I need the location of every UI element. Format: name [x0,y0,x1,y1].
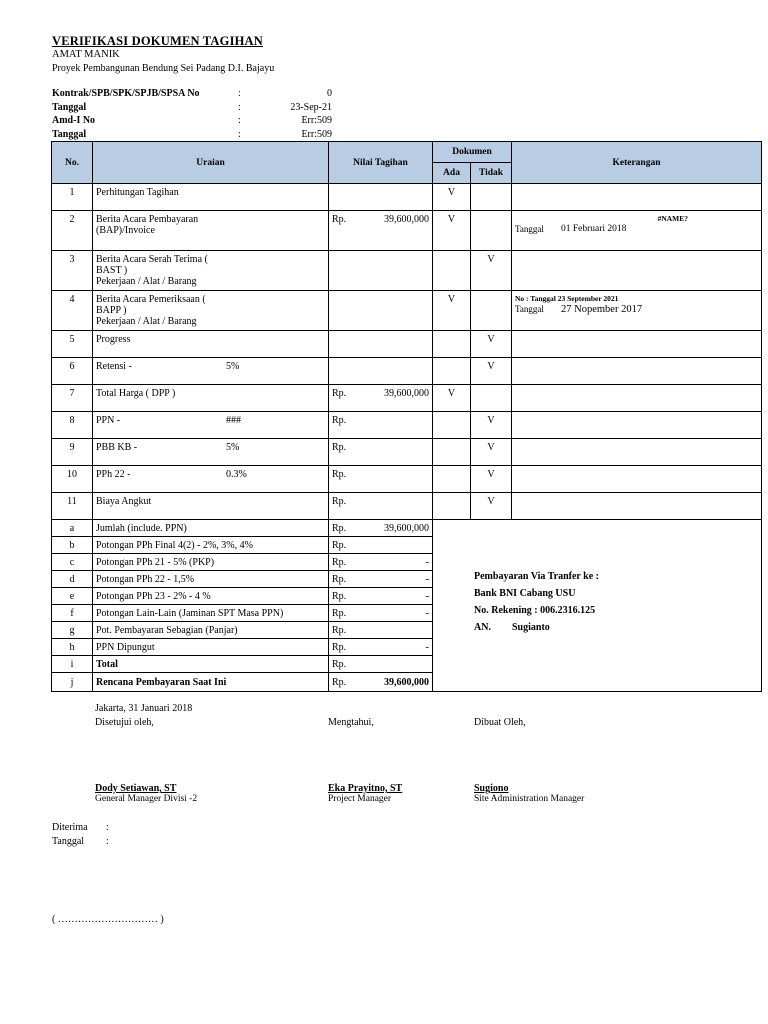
info-value: 0 [327,88,332,99]
row-label: Berita Acara Pemeriksaan ( BAPP ) [96,294,206,316]
summary-letter-text: g [69,624,75,636]
signer-1 [95,783,197,804]
row-amount [329,184,433,211]
signature-blank: ( ………………………… ) [52,914,164,925]
row-keterangan [512,184,762,211]
row-description [93,331,329,358]
row-percent: 5% [226,361,240,372]
ket-date: 01 Februari 2018 [561,224,627,234]
summary-amount-cell [329,520,433,537]
row-keterangan [512,251,762,291]
row-number-text: 4 [69,294,75,305]
row-description [93,211,329,251]
header-uraian: Uraian [93,142,329,184]
ada-mark: V [447,214,456,225]
info-label: Kontrak/SPB/SPK/SPJB/SPSA No [52,88,200,99]
payment-bank: Bank BNI Cabang USU [474,588,576,599]
summary-letter-text: j [70,676,74,688]
row-number [52,358,93,385]
row-tidak [471,466,512,493]
summary-letter [52,520,93,537]
row-label: Perhitungan Tagihan [96,187,179,198]
tidak-mark: V [487,415,495,426]
summary-label-cell [93,588,329,605]
row-amount [329,385,433,412]
summary-letter [52,622,93,639]
info-colon: : [238,101,241,113]
row-tidak [471,211,512,251]
table-row [52,184,762,211]
summary-rp: Rp. [332,556,347,568]
table-row [52,385,762,412]
row-percent: ### [226,415,241,426]
row-sublabel: Pekerjaan / Alat / Barang [96,316,197,327]
row-description [93,385,329,412]
summary-amount-cell [329,605,433,622]
table-row [52,466,762,493]
table-row [52,291,762,331]
summary-letter [52,673,93,692]
ket-line1: #NAME? [657,214,688,223]
info-label: Tanggal [52,101,87,113]
info-colon: : [238,88,241,99]
row-number [52,184,93,211]
row-number [52,331,93,358]
row-keterangan [512,493,762,520]
row-number-text: 5 [69,334,75,345]
ket-date-label: Tanggal [515,304,544,314]
page-title: VERIFIKASI DOKUMEN TAGIHAN [52,34,264,48]
info-row [52,114,332,128]
info-row [52,101,332,115]
signer-1-name: Dody Setiawan, ST [95,783,177,794]
row-tidak [471,385,512,412]
payment-account: No. Rekening : 006.2316.125 [474,605,596,616]
table-row [52,439,762,466]
payment-line1: Pembayaran Via Tranfer ke : [474,571,599,582]
row-rp: Rp. [332,415,347,426]
row-keterangan [512,385,762,412]
row-ada [433,385,471,412]
summary-letter-text: c [69,556,75,568]
summary-amount-cell [329,673,433,692]
summary-rows [52,520,762,692]
row-amount [329,358,433,385]
payment-an-name: Sugianto [512,622,550,633]
summary-label: Potongan PPh Final 4(2) - 2%, 3%, 4% [96,539,253,551]
row-amount [329,412,433,439]
row-ada [433,358,471,385]
row-rp: Rp. [332,496,347,507]
summary-amount-cell [329,554,433,571]
summary-value: - [425,641,429,653]
verification-table [51,141,762,692]
table-row [52,211,762,251]
summary-label-cell [93,537,329,554]
row-label: Biaya Angkut [96,496,152,507]
summary-amount-cell [329,622,433,639]
row-ada [433,466,471,493]
ada-mark: V [447,294,456,305]
row-number [52,291,93,331]
summary-label: Pot. Pembayaran Sebagian (Panjar) [96,624,238,636]
summary-letter [52,639,93,656]
tidak-mark: V [487,254,495,265]
row-label: PPN - [96,415,121,426]
summary-label: Potongan PPh 22 - 1,5% [96,573,195,585]
row-tidak [471,358,512,385]
row-description [93,291,329,331]
summary-letter [52,605,93,622]
row-sublabel: Pekerjaan / Alat / Barang [96,276,197,287]
summary-value: - [425,607,429,619]
summary-label: Potongan PPh 23 - 2% - 4 % [96,590,211,602]
row-amount [329,251,433,291]
summary-label-cell [93,639,329,656]
row-keterangan [512,439,762,466]
received-label: Diterima [52,822,88,833]
header-nilai: Nilai Tagihan [329,142,433,184]
row-number-text: 8 [69,415,75,426]
table-row [52,331,762,358]
row-number [52,251,93,291]
payment-info [474,568,599,636]
table-row [52,251,762,291]
summary-rp: Rp. [332,539,347,551]
summary-label: Potongan PPh 21 - 5% (PKP) [96,556,215,568]
summary-letter [52,554,93,571]
row-number [52,466,93,493]
summary-amount-cell [329,571,433,588]
row-keterangan [512,466,762,493]
row-number [52,493,93,520]
row-amount [329,493,433,520]
row-amount [329,291,433,331]
row-amount [329,466,433,493]
row-ada [433,291,471,331]
summary-value: - [425,573,429,585]
summary-label: Potongan Lain-Lain (Jaminan SPT Masa PPN) [96,607,284,619]
summary-value: - [425,556,429,568]
info-value: Err:509 [301,128,332,140]
summary-letter-text: e [69,590,75,602]
summary-letter-text: f [70,607,74,619]
summary-amount-cell [329,537,433,554]
signer-1-role: General Manager Divisi -2 [95,794,198,804]
row-amount [329,439,433,466]
row-number [52,385,93,412]
summary-rp: Rp. [332,676,347,688]
summary-letter [52,588,93,605]
row-rp: Rp. [332,388,347,399]
ket-date-label: Tanggal [515,224,544,234]
row-percent: 0.3% [226,469,247,480]
row-ada [433,211,471,251]
contract-info [52,87,332,141]
tidak-mark: V [487,442,495,453]
row-ada [433,493,471,520]
summary-label-cell [93,520,329,537]
table-row [52,493,762,520]
summary-label-cell [93,554,329,571]
summary-row [52,520,762,537]
row-label: Berita Acara Serah Terima ( BAST ) [96,254,208,276]
table-row [52,412,762,439]
row-ada [433,251,471,291]
summary-rp: Rp. [332,573,347,585]
approved-label: Disetujui oleh, [95,717,154,728]
summary-label-cell [93,673,329,692]
row-value: 39,600,000 [384,388,429,399]
summary-letter-text: h [69,641,75,653]
info-label: Amd-I No [52,115,96,126]
summary-rp: Rp. [332,641,347,653]
summary-rp: Rp. [332,590,347,602]
row-tidak [471,493,512,520]
row-amount [329,331,433,358]
row-number-text: 6 [69,361,75,372]
table-row [52,358,762,385]
signer-2-name: Eka Prayitno, ST [328,783,403,794]
row-number [52,211,93,251]
document-rows [52,184,762,520]
row-percent: 5% [226,442,240,453]
summary-label-cell [93,605,329,622]
header-tidak: Tidak [471,163,512,184]
summary-amount-cell [329,588,433,605]
header-ada: Ada [433,163,471,184]
place-date: Jakarta, 31 Januari 2018 [95,703,193,714]
row-label: Total Harga ( DPP ) [96,388,176,399]
row-number-text: 9 [69,442,75,453]
summary-rp: Rp. [332,607,347,619]
summary-letter-text: b [69,539,75,551]
row-label: Berita Acara Pembayaran (BAP)/Invoice [96,214,199,236]
row-rp: Rp. [332,469,347,480]
row-keterangan [512,358,762,385]
summary-label-cell [93,622,329,639]
row-amount [329,211,433,251]
ada-mark: V [447,187,456,198]
signer-3-name: Sugiono [474,783,509,794]
row-number-text: 1 [69,187,75,198]
row-keterangan [512,211,762,251]
header-no: No. [52,142,93,184]
row-tidak [471,184,512,211]
summary-rp: Rp. [332,522,347,534]
row-value: 39,600,000 [384,214,429,225]
row-tidak [471,439,512,466]
row-tidak [471,251,512,291]
summary-letter [52,656,93,673]
row-description [93,358,329,385]
header-keterangan: Keterangan [512,142,762,184]
summary-label: Jumlah (include. PPN) [96,522,187,534]
signer-3-role: Site Administration Manager [474,794,585,804]
row-ada [433,412,471,439]
row-rp: Rp. [332,214,347,225]
summary-amount-cell [329,656,433,673]
row-description [93,251,329,291]
signer-2 [328,783,402,804]
row-number-text: 3 [69,254,75,265]
info-colon: : [238,128,241,140]
ket-date: 27 Nopember 2017 [561,304,643,315]
summary-letter-text: d [69,573,75,585]
row-description [93,466,329,493]
tidak-mark: V [487,469,495,480]
payment-an-label: AN. [474,622,491,633]
company-name: AMAT MANIK [52,49,120,60]
row-description [93,184,329,211]
summary-amount-cell [329,639,433,656]
row-description [93,493,329,520]
made-label: Dibuat Oleh, [474,717,526,728]
row-keterangan [512,291,762,331]
row-tidak [471,331,512,358]
row-description [93,439,329,466]
received-colon: : [106,822,109,833]
info-row [52,87,332,101]
summary-rp: Rp. [332,658,347,670]
row-description [93,412,329,439]
summary-value: - [425,590,429,602]
summary-letter-text: i [70,658,74,670]
project-name: Proyek Pembangunan Bendung Sei Padang D.I. Bajayu [52,63,275,74]
row-number-text: 11 [67,496,77,507]
signer-2-role: Project Manager [328,794,392,804]
summary-letter [52,537,93,554]
row-label: PPh 22 - [96,469,131,480]
header-dokumen: Dokumen [433,142,512,163]
row-number-text: 7 [69,388,75,399]
summary-rp: Rp. [332,624,347,636]
received-date-colon: : [106,836,109,847]
summary-label: Total [96,658,118,670]
row-tidak [471,291,512,331]
info-row [52,128,332,142]
info-colon: : [238,115,241,126]
info-value: 23-Sep-21 [290,101,332,113]
row-label: Retensi - [96,361,132,372]
row-rp: Rp. [332,442,347,453]
summary-value: 39,600,000 [384,676,429,688]
summary-letter [52,571,93,588]
row-ada [433,331,471,358]
row-keterangan [512,412,762,439]
info-value: Err:509 [301,115,332,126]
tidak-mark: V [487,496,495,507]
summary-label-cell [93,656,329,673]
row-ada [433,184,471,211]
summary-label-cell [93,571,329,588]
known-label: Mengtahui, [328,717,374,728]
row-number [52,439,93,466]
tidak-mark: V [487,361,495,372]
received-date-label: Tanggal [52,836,85,847]
row-keterangan [512,331,762,358]
row-number-text: 10 [67,469,77,480]
signer-3 [474,783,584,804]
row-label: PBB KB - [96,442,138,453]
payment-holder [474,619,599,636]
ket-line1: No : Tanggal 23 September 2021 [515,294,619,303]
tidak-mark: V [487,334,495,345]
summary-letter-text: a [69,522,75,534]
info-label: Tanggal [52,128,87,140]
row-number [52,412,93,439]
summary-value: 39,600,000 [384,522,429,534]
row-ada [433,439,471,466]
summary-label: PPN Dipungut [96,641,155,653]
row-label: Progress [96,334,131,345]
ada-mark: V [447,388,456,399]
row-number-text: 2 [69,214,75,225]
summary-label: Rencana Pembayaran Saat Ini [96,676,227,688]
row-tidak [471,412,512,439]
